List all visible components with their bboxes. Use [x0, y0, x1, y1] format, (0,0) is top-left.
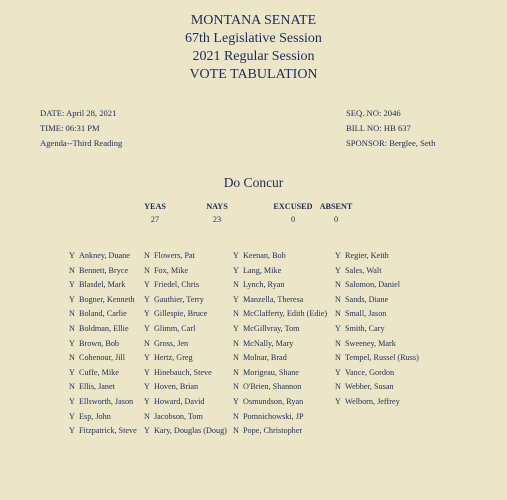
- senator-name: Regier, Keith: [345, 251, 389, 260]
- tally-yeas: [136, 201, 174, 226]
- vote-mark: N: [335, 338, 341, 348]
- vote-row: [144, 395, 227, 410]
- senator-name: Hinebauch, Steve: [154, 367, 212, 377]
- roll-call-column-4: [335, 249, 419, 410]
- vote-row: [335, 322, 419, 337]
- header-legislature: 67th Legislative Session: [185, 31, 322, 46]
- vote-row: [69, 380, 137, 395]
- senator-name: Fitzpatrick, Steve: [79, 426, 137, 436]
- senator-name: Molnar, Brad: [243, 353, 287, 363]
- senator-name: Friedel, Chris: [154, 280, 200, 290]
- senator-name: Manzella, Theresa: [243, 294, 304, 304]
- vote-mark: Y: [144, 323, 150, 333]
- senator-name: Glimm, Carl: [154, 323, 196, 333]
- tally-excused-count: 0: [290, 215, 296, 224]
- senator-name: Sales, Walt: [345, 265, 382, 275]
- vote-mark: Y: [69, 367, 75, 377]
- vote-row: [144, 293, 227, 308]
- header-doc-type: VOTE TABULATION: [189, 67, 318, 82]
- vote-row: [69, 264, 137, 279]
- senator-name: Howard, David: [154, 396, 205, 406]
- vote-mark: Y: [335, 367, 341, 377]
- vote-row: [69, 249, 137, 264]
- header-session: 2021 Regular Session: [192, 49, 315, 64]
- roll-call-column-2: [144, 249, 227, 439]
- vote-row: [69, 293, 137, 308]
- senator-name: Flowers, Pat: [154, 251, 195, 260]
- senator-name: Gross, Jen: [154, 338, 189, 348]
- vote-mark: Y: [69, 396, 75, 406]
- vote-row: [69, 395, 137, 410]
- vote-mark: Y: [69, 251, 75, 260]
- senator-name: Cuffe, Mike: [79, 367, 119, 377]
- motion-title: Do Concur: [223, 175, 284, 190]
- vote-mark: Y: [144, 294, 150, 304]
- vote-mark: Y: [69, 294, 75, 304]
- vote-mark: N: [144, 411, 150, 421]
- vote-mark: Y: [144, 367, 150, 377]
- senator-name: Pomnichowski, JP: [243, 411, 304, 421]
- senator-name: Lynch, Ryan: [243, 280, 285, 290]
- vote-mark: N: [233, 353, 239, 363]
- vote-row: [233, 322, 327, 337]
- vote-mark: N: [335, 280, 341, 290]
- senator-name: Brown, Bob: [79, 338, 120, 348]
- roll-call-column-3: [233, 249, 327, 439]
- tally-absent: [312, 201, 360, 226]
- vote-time: TIME: 06:31 PM: [40, 123, 100, 133]
- vote-mark: N: [69, 323, 75, 333]
- senator-name: Osmundson, Ryan: [243, 396, 304, 406]
- vote-row: [69, 322, 137, 337]
- vote-mark: N: [335, 353, 341, 363]
- vote-mark: N: [69, 309, 75, 319]
- vote-row: [233, 264, 327, 279]
- vote-mark: N: [69, 353, 75, 363]
- vote-row: [69, 337, 137, 352]
- tally-yeas-label: YEAS: [144, 202, 166, 211]
- vote-mark: Y: [233, 396, 239, 406]
- senator-name: Boland, Carlie: [79, 309, 127, 319]
- vote-mark: N: [233, 367, 239, 377]
- vote-row: [233, 410, 327, 425]
- vote-row: [144, 307, 227, 322]
- vote-mark: Y: [233, 251, 239, 260]
- tally-nays-count: 23: [212, 215, 222, 224]
- vote-row: [233, 380, 327, 395]
- tally-absent-label: ABSENT: [319, 202, 353, 211]
- meta-right: [346, 106, 435, 151]
- vote-mark: N: [144, 251, 150, 260]
- vote-row: [144, 380, 227, 395]
- senator-name: McGillvray, Tom: [243, 323, 300, 333]
- vote-row: [144, 249, 227, 264]
- senator-name: Hertz, Greg: [154, 353, 193, 363]
- document-header: [0, 12, 507, 84]
- vote-mark: Y: [144, 280, 150, 290]
- vote-mark: Y: [69, 338, 75, 348]
- vote-mark: N: [335, 309, 341, 319]
- vote-row: [233, 278, 327, 293]
- agenda-stage: Agenda--Third Reading: [40, 138, 123, 148]
- tally-nays-label: NAYS: [206, 202, 228, 211]
- vote-row: [233, 366, 327, 381]
- senator-name: Lang, Mike: [243, 265, 282, 275]
- senator-name: Tempel, Russel (Russ): [345, 353, 419, 363]
- vote-mark: Y: [144, 426, 150, 436]
- senator-name: Bogner, Kenneth: [79, 294, 135, 304]
- vote-row: [335, 380, 419, 395]
- vote-mark: Y: [69, 411, 75, 421]
- vote-row: [233, 337, 327, 352]
- vote-row: [233, 395, 327, 410]
- sequence-number: SEQ. NO: 2046: [346, 108, 401, 118]
- senator-name: Sweeney, Mark: [345, 338, 396, 348]
- senator-name: Ellis, Janet: [79, 382, 115, 392]
- tally-excused-label: EXCUSED: [273, 202, 313, 211]
- senator-name: Pope, Christopher: [243, 426, 303, 436]
- vote-row: [335, 293, 419, 308]
- vote-row: [69, 278, 137, 293]
- senator-name: Sands, Diane: [345, 294, 389, 304]
- vote-mark: Y: [233, 265, 239, 275]
- vote-mark: N: [233, 280, 239, 290]
- roll-call-column-1: [69, 249, 137, 439]
- senator-name: Salomon, Daniel: [345, 280, 401, 290]
- vote-mark: Y: [233, 294, 239, 304]
- vote-mark: N: [335, 382, 341, 392]
- senator-name: McNally, Mary: [243, 338, 294, 348]
- senator-name: Cohenour, Jill: [79, 353, 126, 363]
- vote-mark: Y: [69, 426, 75, 436]
- vote-row: [233, 424, 327, 439]
- vote-mark: N: [144, 265, 150, 275]
- senator-name: Blasdel, Mark: [79, 280, 126, 290]
- vote-row: [69, 366, 137, 381]
- senator-name: Gillespie, Bruce: [154, 309, 208, 319]
- vote-row: [144, 366, 227, 381]
- vote-mark: Y: [335, 396, 341, 406]
- vote-mark: Y: [144, 382, 150, 392]
- vote-mark: Y: [233, 323, 239, 333]
- senator-name: Gauthier, Terry: [154, 294, 204, 304]
- vote-row: [69, 424, 137, 439]
- vote-mark: Y: [144, 309, 150, 319]
- tally-absent-count: 0: [333, 215, 339, 224]
- senator-name: Bennett, Bryce: [79, 265, 129, 275]
- senator-name: Kary, Douglas (Doug): [154, 426, 227, 436]
- bill-number: BILL NO: HB 637: [346, 123, 411, 133]
- vote-mark: N: [233, 411, 239, 421]
- bill-sponsor: SPONSOR: Berglee, Seth: [346, 138, 436, 148]
- vote-row: [335, 249, 419, 264]
- tally-yeas-count: 27: [150, 215, 160, 224]
- vote-row: [144, 322, 227, 337]
- vote-row: [335, 337, 419, 352]
- senator-name: Vance, Gordon: [345, 367, 395, 377]
- vote-mark: Y: [144, 353, 150, 363]
- senator-name: Keenan, Bob: [243, 251, 286, 260]
- meta-left: [40, 106, 122, 151]
- vote-mark: N: [69, 265, 75, 275]
- senator-name: Webber, Susan: [345, 382, 394, 392]
- vote-mark: N: [144, 338, 150, 348]
- vote-row: [335, 395, 419, 410]
- vote-row: [335, 351, 419, 366]
- vote-row: [233, 351, 327, 366]
- senator-name: McClafferty, Edith (Edie): [243, 309, 328, 319]
- senator-name: Esp, John: [79, 411, 111, 421]
- senator-name: Welborn, Jeffrey: [345, 396, 400, 406]
- vote-row: [144, 337, 227, 352]
- vote-mark: N: [335, 294, 341, 304]
- senator-name: Ankney, Duane: [79, 251, 130, 260]
- vote-row: [335, 264, 419, 279]
- vote-row: [233, 307, 327, 322]
- vote-mark: Y: [335, 251, 341, 260]
- vote-mark: N: [233, 382, 239, 392]
- vote-row: [233, 249, 327, 264]
- senator-name: Hoven, Brian: [154, 382, 199, 392]
- header-chamber: MONTANA SENATE: [190, 13, 317, 28]
- senator-name: Jacobson, Tom: [154, 411, 203, 421]
- vote-mark: N: [233, 338, 239, 348]
- senator-name: Morigeau, Shane: [243, 367, 299, 377]
- vote-mark: N: [233, 426, 239, 436]
- vote-row: [144, 351, 227, 366]
- vote-row: [144, 424, 227, 439]
- senator-name: Ellsworth, Jason: [79, 396, 134, 406]
- vote-row: [144, 264, 227, 279]
- senator-name: Small, Jason: [345, 309, 387, 319]
- vote-row: [69, 351, 137, 366]
- vote-row: [144, 410, 227, 425]
- senator-name: Smith, Cary: [345, 323, 385, 333]
- vote-mark: Y: [69, 280, 75, 290]
- vote-row: [69, 410, 137, 425]
- vote-mark: Y: [335, 265, 341, 275]
- vote-date: DATE: April 28, 2021: [40, 108, 117, 118]
- vote-row: [69, 307, 137, 322]
- vote-row: [144, 278, 227, 293]
- vote-row: [335, 278, 419, 293]
- vote-mark: N: [69, 382, 75, 392]
- vote-mark: Y: [144, 396, 150, 406]
- vote-mark: N: [233, 309, 239, 319]
- vote-row: [335, 307, 419, 322]
- senator-name: O'Brien, Shannon: [243, 382, 302, 392]
- vote-row: [233, 293, 327, 308]
- tally-nays: [197, 201, 237, 226]
- senator-name: Boldman, Ellie: [79, 323, 129, 333]
- vote-row: [335, 366, 419, 381]
- senator-name: Fox, Mike: [154, 265, 189, 275]
- vote-mark: Y: [335, 323, 341, 333]
